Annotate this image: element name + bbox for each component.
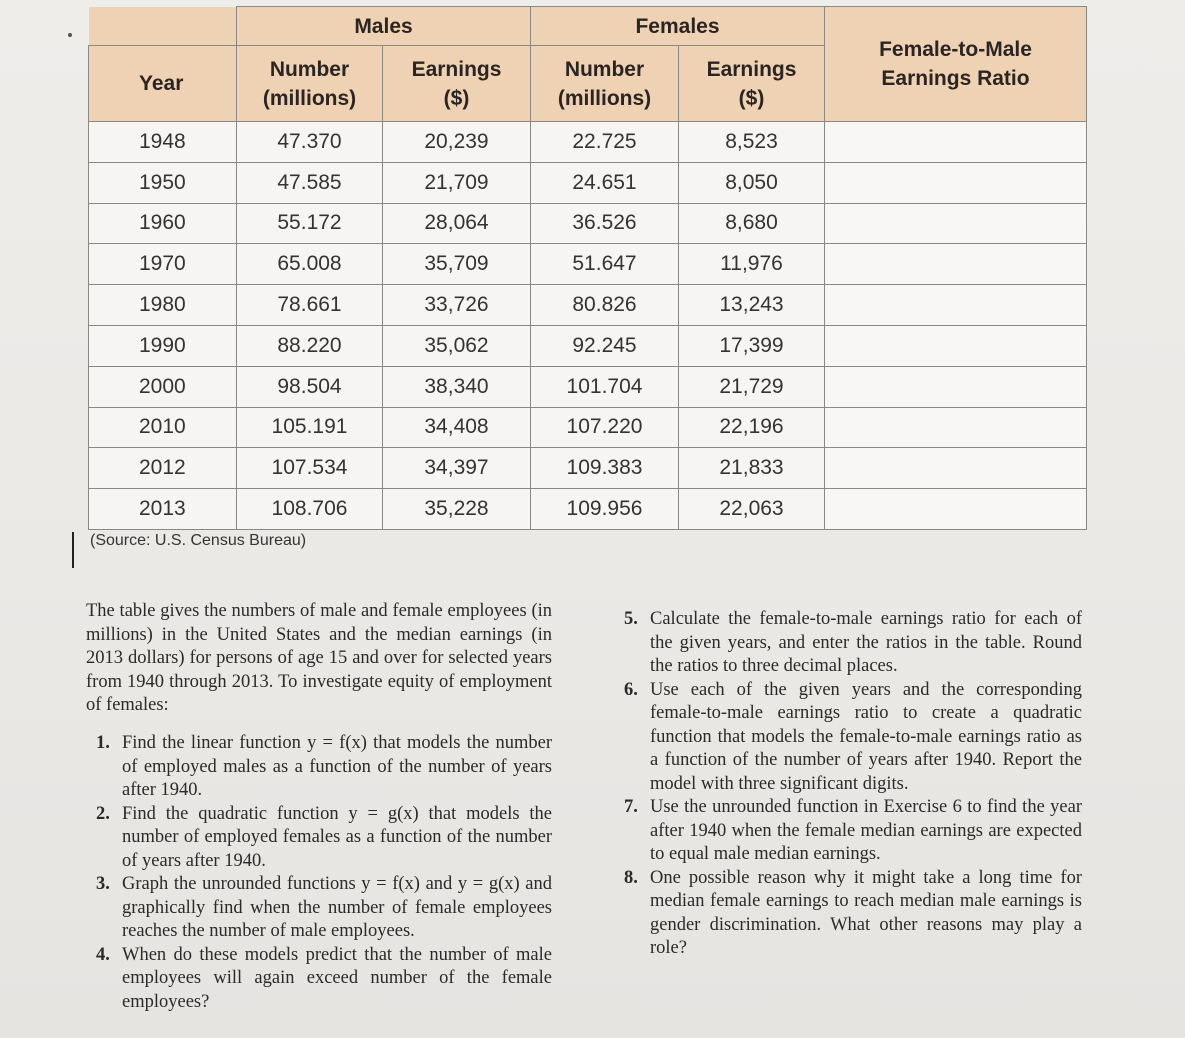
table-row xyxy=(89,407,1087,448)
males-group-header: Males xyxy=(237,7,531,46)
table-row xyxy=(89,448,1087,489)
question-item xyxy=(624,796,1082,867)
female-earnings-cell: 17,399 xyxy=(679,325,825,366)
ratio-cell xyxy=(825,366,1087,407)
question-item xyxy=(96,873,552,944)
male-earnings-cell: 34,397 xyxy=(383,448,531,489)
question-text: Calculate the female-to-male earnings ratio for each of the given years, and enter the ratios in the table. Round the ratios to three decimal places. xyxy=(650,609,1082,676)
ratio-cell xyxy=(825,122,1087,163)
male-earnings-cell: 35,228 xyxy=(383,489,531,530)
ratio-cell xyxy=(825,325,1087,366)
text-cursor xyxy=(72,532,74,568)
female-number-cell: 22.725 xyxy=(531,122,679,163)
table-row xyxy=(89,325,1087,366)
year-cell: 1970 xyxy=(89,244,237,285)
question-number: 6. xyxy=(624,679,638,700)
question-item xyxy=(96,803,552,874)
male-number-header-line-2: (millions) xyxy=(262,86,357,110)
male-number-cell: 108.706 xyxy=(237,489,383,530)
female-earnings-cell: 11,976 xyxy=(679,244,825,285)
question-item xyxy=(624,867,1082,961)
year-cell: 1948 xyxy=(89,122,237,163)
male-earnings-cell: 33,726 xyxy=(383,285,531,326)
female-number-cell: 51.647 xyxy=(531,244,679,285)
ratio-cell xyxy=(825,203,1087,244)
table-row xyxy=(89,162,1087,203)
question-text: Use each of the given years and the corresponding female-to-male earnings ratio to create a quadratic function that models the female-to-male earnings ratio as a function of the number of years after 1940. Report the model with three significant digits. xyxy=(650,679,1082,794)
ratio-column-header xyxy=(825,7,1087,122)
male-earnings-cell: 28,064 xyxy=(383,203,531,244)
table-row xyxy=(89,285,1087,326)
employment-earnings-table xyxy=(88,6,1087,530)
question-text: One possible reason why it might take a long time for median female earnings to reach median male earnings is gender discrimination. What other reasons may play a role? xyxy=(650,867,1082,958)
male-earnings-cell: 20,239 xyxy=(383,122,531,163)
year-cell: 2010 xyxy=(89,407,237,448)
female-number-header xyxy=(531,46,679,122)
intro-paragraph: The table gives the numbers of male and female employees (in millions) in the United States and the median earnings (in 2013 dollars) for persons of age 15 and over for selected years from 1940 through 2013. To investigate equity of employment of females: xyxy=(86,601,552,715)
ratio-cell xyxy=(825,489,1087,530)
female-number-cell: 101.704 xyxy=(531,366,679,407)
year-column-header: Year xyxy=(89,46,237,122)
female-earnings-cell: 21,833 xyxy=(679,448,825,489)
question-number: 5. xyxy=(624,609,638,629)
male-number-cell: 107.534 xyxy=(237,448,383,489)
male-number-header xyxy=(237,46,383,122)
year-cell: 2000 xyxy=(89,366,237,407)
ratio-cell xyxy=(825,244,1087,285)
male-earnings-cell: 38,340 xyxy=(383,366,531,407)
question-text: When do these models predict that the number of male employees will again exceed number of the female employees? xyxy=(122,944,552,1012)
male-number-cell: 88.220 xyxy=(237,325,383,366)
female-number-cell: 109.383 xyxy=(531,448,679,489)
year-cell: 1980 xyxy=(89,285,237,326)
question-item xyxy=(96,944,552,1015)
year-cell: 1950 xyxy=(89,162,237,203)
female-number-cell: 92.245 xyxy=(531,325,679,366)
questions-right-column xyxy=(624,608,1082,961)
male-earnings-cell: 35,062 xyxy=(383,325,531,366)
question-number: 1. xyxy=(96,733,110,753)
male-number-cell: 47.585 xyxy=(237,162,383,203)
question-number: 8. xyxy=(624,867,638,888)
female-number-header-line-2: (millions) xyxy=(557,86,652,110)
female-number-cell: 109.956 xyxy=(531,489,679,530)
question-number: 3. xyxy=(96,874,110,894)
female-earnings-cell: 22,196 xyxy=(679,407,825,448)
male-number-cell: 78.661 xyxy=(237,285,383,326)
question-text: Use the unrounded function in Exercise 6 to find the year after 1940 when the female median earnings are expected to equal male median earnings. xyxy=(650,797,1082,864)
question-number: 7. xyxy=(624,797,638,817)
table-source-note: (Source: U.S. Census Bureau) xyxy=(90,532,307,549)
ratio-cell xyxy=(825,285,1087,326)
header-corner xyxy=(89,7,237,46)
year-cell: 1990 xyxy=(89,325,237,366)
male-earnings-header-line-2: ($) xyxy=(443,86,470,110)
table-row xyxy=(89,203,1087,244)
female-earnings-cell: 8,680 xyxy=(679,203,825,244)
male-earnings-cell: 21,709 xyxy=(383,162,531,203)
question-text: Find the quadratic function y = g(x) that models the number of employed females as a function of the number of years after 1940. xyxy=(122,803,552,871)
question-number: 2. xyxy=(96,803,110,824)
ratio-header-line-2: Earnings Ratio xyxy=(881,67,1030,90)
question-text: Find the linear function y = f(x) that models the number of employed males as a function of the number of years after 1940. xyxy=(122,733,552,800)
male-earnings-header xyxy=(383,46,531,122)
ratio-header-line-1: Female-to-Male xyxy=(879,38,1032,61)
female-earnings-cell: 21,729 xyxy=(679,366,825,407)
male-number-cell: 105.191 xyxy=(237,407,383,448)
female-number-header-line-1: Number xyxy=(564,57,645,81)
female-earnings-header-line-2: ($) xyxy=(738,86,765,110)
question-item xyxy=(96,732,552,803)
male-number-header-line-1: Number xyxy=(269,57,350,81)
male-earnings-cell: 35,709 xyxy=(383,244,531,285)
male-earnings-cell: 34,408 xyxy=(383,407,531,448)
females-group-header: Females xyxy=(531,7,825,46)
questions-left-column xyxy=(96,732,552,1014)
female-earnings-cell: 8,523 xyxy=(679,122,825,163)
male-earnings-header-line-1: Earnings xyxy=(411,57,502,81)
table-row xyxy=(89,366,1087,407)
male-number-cell: 47.370 xyxy=(237,122,383,163)
female-earnings-cell: 8,050 xyxy=(679,162,825,203)
ratio-cell xyxy=(825,162,1087,203)
female-earnings-cell: 22,063 xyxy=(679,489,825,530)
female-earnings-header-line-1: Earnings xyxy=(706,57,797,81)
female-number-cell: 24.651 xyxy=(531,162,679,203)
male-number-cell: 55.172 xyxy=(237,203,383,244)
year-cell: 2012 xyxy=(89,448,237,489)
year-cell: 1960 xyxy=(89,203,237,244)
question-item xyxy=(624,608,1082,679)
female-number-cell: 80.826 xyxy=(531,285,679,326)
table-row xyxy=(89,489,1087,530)
male-number-cell: 65.008 xyxy=(237,244,383,285)
year-cell: 2013 xyxy=(89,489,237,530)
question-number: 4. xyxy=(96,944,110,965)
female-number-cell: 107.220 xyxy=(531,407,679,448)
page-speck xyxy=(68,33,72,37)
question-text: Graph the unrounded functions y = f(x) and y = g(x) and graphically find when the number of female employees reaches the number of male employees. xyxy=(122,874,552,941)
ratio-cell xyxy=(825,448,1087,489)
female-number-cell: 36.526 xyxy=(531,203,679,244)
table-row xyxy=(89,244,1087,285)
ratio-cell xyxy=(825,407,1087,448)
male-number-cell: 98.504 xyxy=(237,366,383,407)
female-earnings-header xyxy=(679,46,825,122)
female-earnings-cell: 13,243 xyxy=(679,285,825,326)
question-item xyxy=(624,679,1082,797)
table-row xyxy=(89,122,1087,163)
